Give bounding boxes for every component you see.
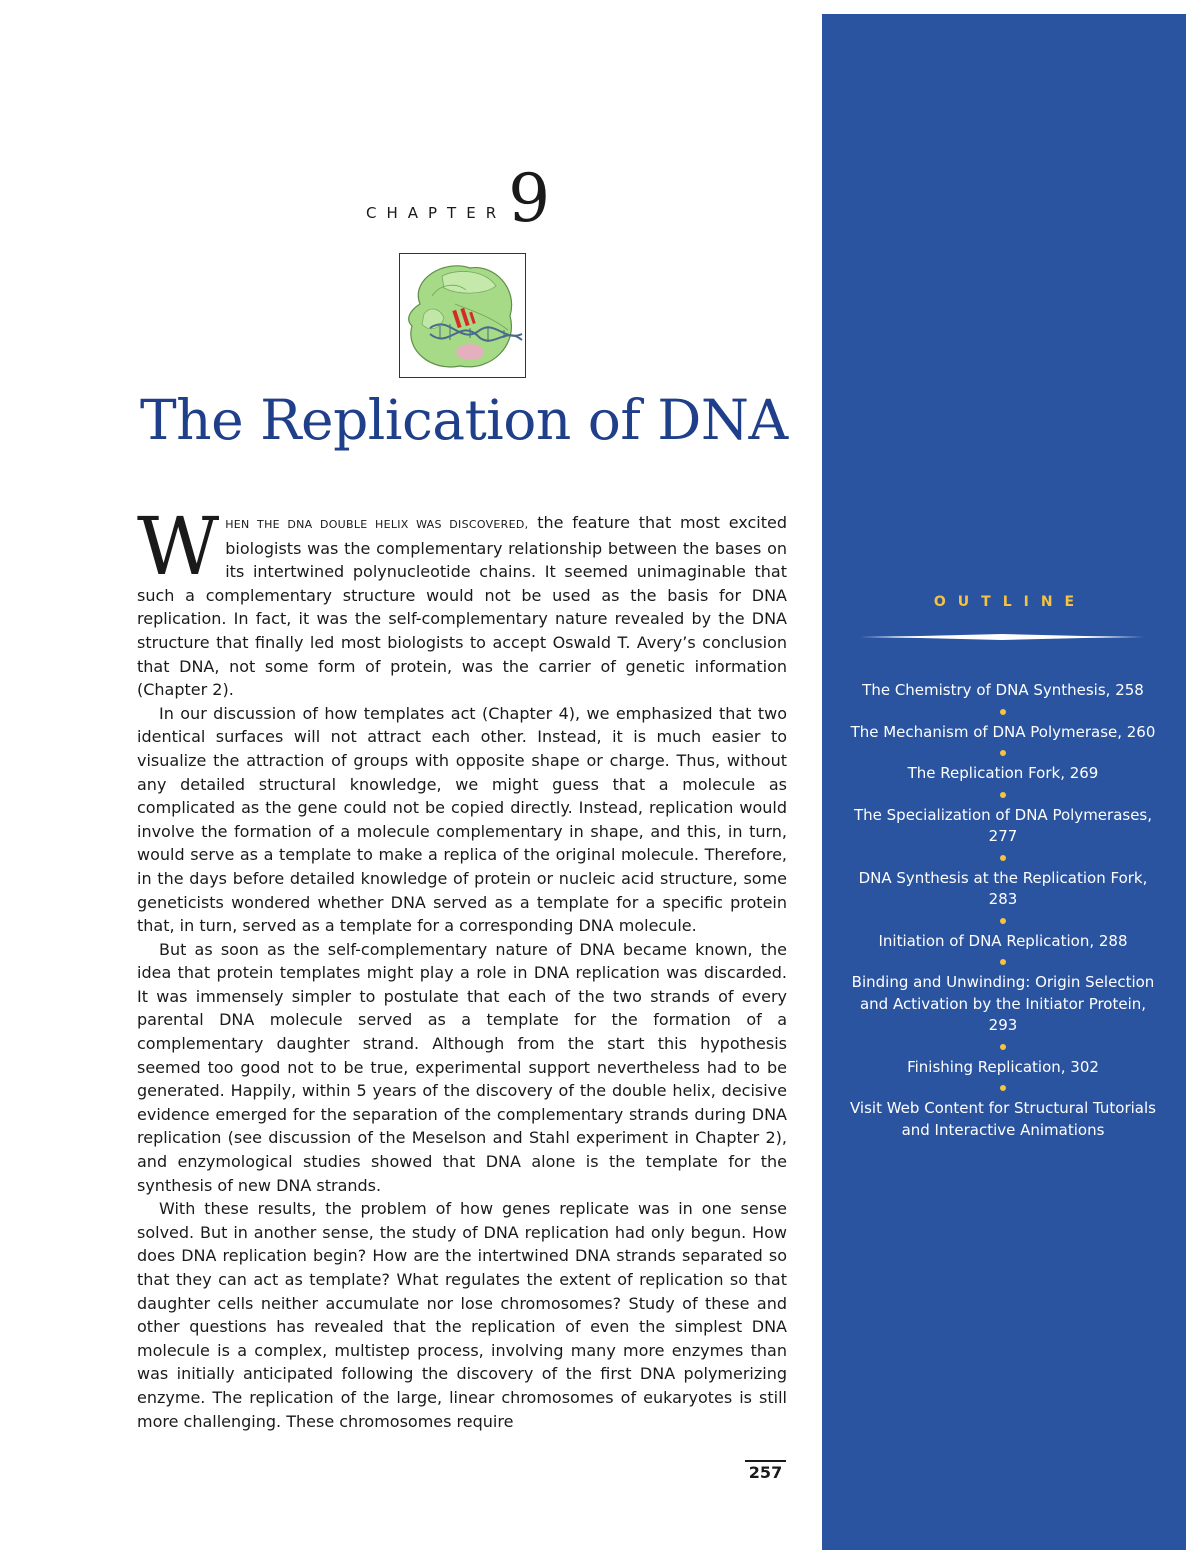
outline-item[interactable] xyxy=(846,972,1160,1037)
outline-item[interactable] xyxy=(846,805,1160,848)
outline-divider xyxy=(860,634,1144,640)
paragraph-4: With these results, the problem of how genes replicate was in one sense solved. But in another sense, the study of DNA replication had only begun. How does DNA replication begin? How are the intertwined DNA strands separated so that they can act as template? What regulates the extent of replication so that daughter cells neither accumulate nor lose chromosomes? Study of these and other questions has revealed that the replication of even the simplest DNA molecule is a complex, multistep process, involving many more enzymes than was initially anticipated following the discovery of the first DNA polymerizing enzyme. The replication of the large, linear chromosomes of eukaryotes is still more challenging. These chromosomes require xyxy=(137,1199,787,1431)
bullet-icon xyxy=(1000,855,1006,861)
outline-item-label: The Mechanism of DNA Polymerase, 260 xyxy=(850,722,1156,741)
outline-item[interactable] xyxy=(846,1057,1160,1079)
bullet-icon xyxy=(1000,709,1006,715)
outline-item[interactable] xyxy=(846,1098,1160,1141)
outline-item[interactable] xyxy=(846,931,1160,953)
chapter-number: 9 xyxy=(508,160,551,237)
outline-item-label: The Replication Fork, 269 xyxy=(907,764,1099,782)
outline-item[interactable] xyxy=(846,763,1160,785)
bullet-icon xyxy=(1000,1044,1006,1050)
bullet-icon xyxy=(1000,959,1006,965)
outline-bullet xyxy=(846,918,1160,924)
drop-cap: W xyxy=(137,500,220,593)
chapter-word: CHAPTER xyxy=(366,204,507,222)
outline-item-label: Initiation of DNA Replication, 288 xyxy=(878,931,1128,950)
paragraph-2: In our discussion of how templates act (Chapter 4), we emphasized that two identical surfaces will not attract each other. Instead, it is much easier to visualize the attraction of groups with opposite shape or charge. Thus, without any detailed structural knowledge, we might guess that a molecule as complicated as the gene could not be copied directly. Instead, replication would involve the formation of a molecule complementary in shape, and this, in turn, would serve as a template to make a replica of the original molecule. Therefore, in the days before detailed knowledge of protein or nucleic acid structure, some geneticists wondered whether DNA served as a template for a specific protein that, in turn, served as a template for a corresponding DNA molecule. xyxy=(137,703,787,936)
outline-item-label: The Specialization of DNA Polymerases, 277 xyxy=(853,805,1153,845)
illustration-svg xyxy=(400,254,525,377)
outline-bullet xyxy=(846,792,1160,798)
lead-in-smallcaps: HEN THE DNA DOUBLE HELIX WAS DISCOVERED, xyxy=(225,518,529,531)
outline-bullet xyxy=(846,1044,1160,1050)
page-number-rule xyxy=(745,1460,786,1462)
page-number: 257 xyxy=(748,1463,783,1482)
outline-item[interactable] xyxy=(846,680,1160,702)
outline-item[interactable] xyxy=(846,868,1160,911)
outline-bullet xyxy=(846,855,1160,861)
dna-polymerase-illustration-icon xyxy=(399,253,526,378)
paragraph-3: But as soon as the self-complementary nature of DNA became known, the idea that protein templates might play a role in DNA replication was discarded. It was immensely simpler to postulate that each of the two strands of every parental DNA molecule served as a template for the formation of a complementary daughter strand. Although from the start this hypothesis seemed too good not to be true, experimental support nevertheless had to be generated. Happily, within 5 years of the discovery of the double helix, decisive evidence emerged for the separation of the complementary strands during DNA replication (see discussion of the Meselson and Stahl experiment in Chapter 2), and enzymological studies showed that DNA alone is the template for the synthesis of new DNA strands. xyxy=(137,939,787,1195)
bullet-icon xyxy=(1000,918,1006,924)
outline-item-label: DNA Synthesis at the Replication Fork, 283 xyxy=(858,868,1148,908)
paragraph-1-text: the feature that most excited biologists was the complementary relationship between the bases on its intertwined polynucleotide chains. It seemed unimaginable that such a complementary structure would not be used as the basis for DNA replication. In fact, it was the self-complementary nature revealed by the DNA structure that finally led most biologists to accept Oswald T. Avery’s conclusion that DNA, not some form of protein, was the carrier of genetic information (Chapter 2). xyxy=(137,513,787,700)
body-text xyxy=(137,500,787,1433)
paragraph-1 xyxy=(137,500,787,702)
bullet-icon xyxy=(1000,1085,1006,1091)
outline-list xyxy=(846,680,1160,1141)
outline-bullet xyxy=(846,1085,1160,1091)
outline-bullet xyxy=(846,750,1160,756)
chapter-title: The Replication of DNA xyxy=(140,388,788,452)
outline-item[interactable] xyxy=(846,722,1160,744)
outline-item-label: Finishing Replication, 302 xyxy=(907,1057,1099,1076)
outline-item-label: Visit Web Content for Structural Tutorials and Interactive Animations xyxy=(850,1099,1156,1139)
outline-bullet xyxy=(846,959,1160,965)
bullet-icon xyxy=(1000,750,1006,756)
bullet-icon xyxy=(1000,792,1006,798)
chapter-label xyxy=(366,160,551,237)
outline-item-label: Binding and Unwinding: Origin Selection and Activation by the Initiator Protein, 293 xyxy=(851,973,1155,1034)
outline-item-label: The Chemistry of DNA Synthesis, 258 xyxy=(862,681,1144,699)
outline-bullet xyxy=(846,709,1160,715)
outline-sidebar xyxy=(822,14,1186,1550)
outline-heading: OUTLINE xyxy=(933,594,1087,610)
